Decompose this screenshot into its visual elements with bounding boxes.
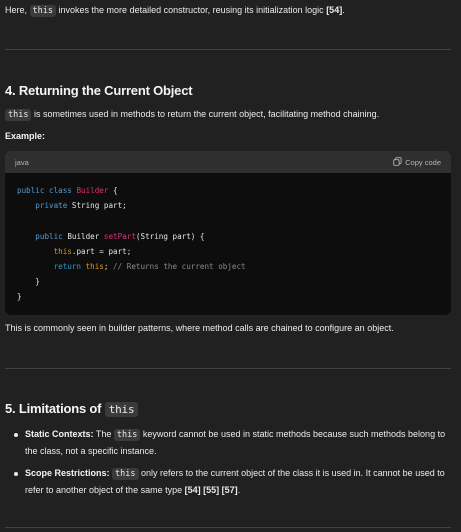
section-heading: [5, 401, 138, 416]
list-item-text: keyword cannot be used in static methods because such methods belong to the class, not a specific instance.: [25, 429, 446, 456]
code-token: }: [35, 277, 40, 287]
code-token: public class: [17, 186, 72, 195]
list-item-title: Scope Restrictions:: [25, 468, 110, 478]
divider: [5, 49, 451, 50]
citation-link[interactable]: [54]: [184, 485, 201, 495]
code-token: .part = part;: [71, 246, 132, 256]
code-content: [5, 173, 451, 305]
code-block: [5, 151, 451, 315]
code-token: {: [113, 186, 118, 195]
code-block-header: [5, 151, 451, 173]
code-comment: // Returns the current object: [113, 262, 246, 272]
code-token: return: [53, 262, 82, 272]
code-token: ;: [103, 262, 109, 272]
code-token: Builder: [67, 231, 100, 241]
code-token: this: [85, 262, 104, 272]
list-item: [25, 426, 451, 459]
inline-code-this: this: [114, 429, 140, 441]
code-token: setPart: [103, 231, 136, 241]
code-language-label: java: [15, 157, 29, 167]
copy-code-button[interactable]: [393, 157, 441, 168]
inline-code-this: this: [30, 5, 56, 17]
citation-link[interactable]: [54]: [326, 5, 343, 15]
list-item-text: The: [95, 429, 112, 439]
bullet: [14, 433, 18, 437]
code-token: private: [35, 201, 68, 211]
code-token: (String part) {: [135, 231, 205, 241]
list-item-text: only refers to the current object of the class it is used in. It cannot be used to refer to another object of the same type: [25, 468, 445, 495]
inline-code-this: this: [5, 109, 31, 121]
section-description: [5, 107, 451, 122]
list-item-title: Static Contexts:: [25, 429, 94, 439]
example-label: Example:: [5, 131, 46, 141]
code-token: String part;: [71, 201, 127, 211]
section-heading: 4. Returning the Current Object: [5, 83, 193, 98]
citation-link[interactable]: [57]: [221, 485, 238, 495]
intro-text-post: invokes the more detailed constructor, reusing its initialization logic: [58, 5, 324, 15]
inline-code-this: this: [112, 468, 138, 480]
divider: [5, 527, 451, 528]
section-heading-text: 5. Limitations of: [5, 401, 102, 416]
code-token: public: [35, 231, 63, 241]
after-code-paragraph: This is commonly seen in builder patterns, where method calls are chained to configure an object.: [5, 323, 394, 333]
code-token: Builder: [76, 186, 109, 195]
copy-code-label: Copy code: [405, 157, 441, 167]
code-token: }: [17, 292, 22, 302]
intro-paragraph: [5, 3, 451, 18]
intro-period: .: [342, 5, 345, 15]
intro-text-pre: Here,: [5, 5, 28, 15]
description-text: is sometimes used in methods to return the current object, facilitating method chaining.: [34, 109, 380, 119]
list-item-period: .: [237, 485, 241, 495]
copy-icon: [393, 157, 402, 168]
citation-link[interactable]: [55]: [203, 485, 220, 495]
bullet: [14, 472, 18, 476]
divider: [5, 368, 451, 369]
inline-code-this: this: [105, 402, 139, 417]
list-item: [25, 465, 451, 498]
code-token: this: [53, 246, 72, 256]
